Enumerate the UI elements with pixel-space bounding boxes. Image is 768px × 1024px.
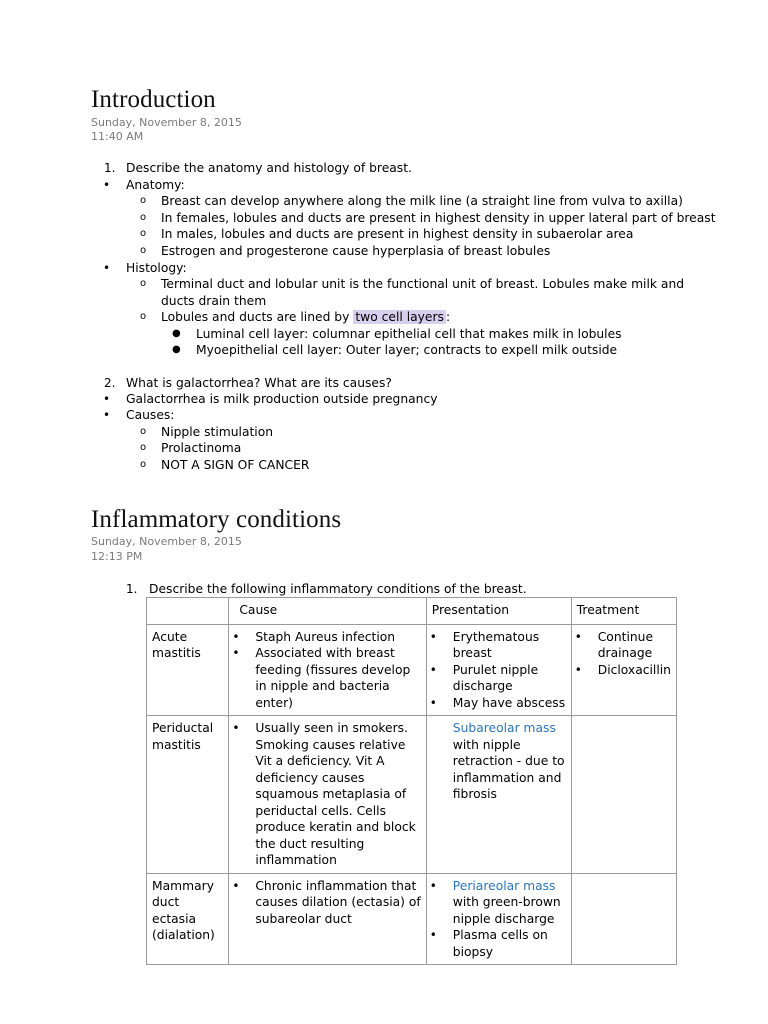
section-title-inflammatory: Inflammatory conditions [91,506,342,533]
highlighted-term: Subareolar mass [452,721,556,735]
conditions-table [146,597,677,965]
section-title-introduction: Introduction [91,86,216,113]
table-header-row [147,598,677,625]
section-time: 11:40 AM [91,130,144,143]
presentation-cell: • Periareolar mass with green-brown nipple discharge • Plasma cells on biopsy [426,873,571,965]
table-header-cell: Treatment [571,598,676,625]
table-header-cell: Cause [229,598,426,625]
table-header-cell [147,598,229,625]
section-time: 12:13 PM [91,550,143,563]
cause-cell: • Chronic inflammation that causes dilation (ectasia) of subareolar duct [229,873,426,965]
cause-cell: • Staph Aureus infection • Associated with breast feeding (fissures develop in nipple and bacteria enter) [229,624,426,716]
treatment-cell [571,873,676,965]
presentation-cell: Subareolar mass with nipple retraction - due to inflammation and fibrosis [426,716,571,874]
treatment-cell [571,716,676,874]
table-row [147,873,677,965]
cause-cell: • Usually seen in smokers. Smoking causes relative Vit a deficiency. Vit A deficiency causes squamous metaplasia of periductal cells. Cells produce keratin and block the duct resulting inflammation [229,716,426,874]
table-row [147,624,677,716]
condition-name: Acute mastitis [147,624,229,716]
condition-name: Mammary duct ectasia (dialation) [147,873,229,965]
table-header-cell: Presentation [426,598,571,625]
treatment-cell: • Continue drainage • Dicloxacillin [571,624,676,716]
highlighted-term: Periareolar mass [452,878,556,893]
section-date: Sunday, November 8, 2015 [91,116,242,129]
condition-name: Periductal mastitis [147,716,229,874]
presentation-cell: • Erythematous breast • Purulet nipple discharge • May have abscess [426,624,571,716]
highlighted-text: two cell layers [355,310,444,324]
section-date: Sunday, November 8, 2015 [91,535,242,548]
table-row [147,716,677,874]
